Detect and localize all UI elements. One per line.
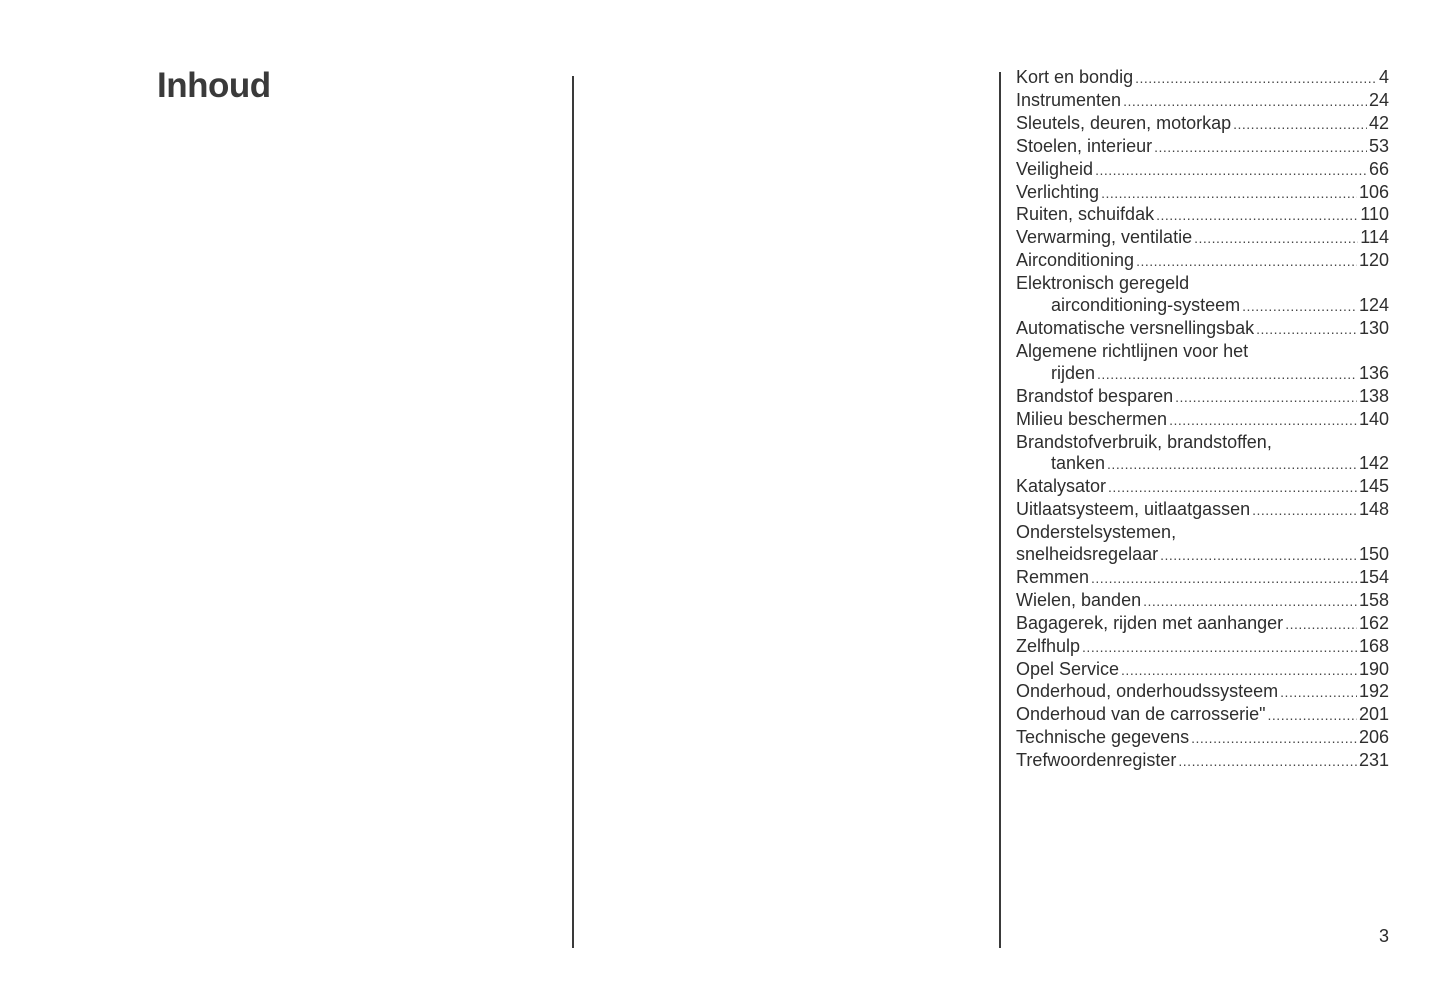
toc-entry-title: Milieu beschermen <box>1016 408 1168 429</box>
toc-entry-line <box>1016 250 1389 273</box>
toc-entry <box>1016 659 1389 682</box>
toc-dot-leader <box>1143 591 1357 613</box>
toc-entry-page: 154 <box>1358 566 1389 587</box>
toc-entry-line <box>1016 636 1389 659</box>
toc-dot-leader <box>1121 660 1357 682</box>
toc-entry-page: 190 <box>1358 658 1389 679</box>
toc-dot-leader <box>1101 183 1357 205</box>
toc-entry-line <box>1016 227 1389 250</box>
toc-entry-title-line: Onderstelsystemen, <box>1016 522 1177 543</box>
toc-entry-line <box>1016 409 1389 432</box>
toc-dot-leader <box>1135 68 1377 90</box>
toc-dot-leader <box>1178 751 1357 773</box>
toc-dot-leader <box>1191 728 1357 750</box>
toc-entry <box>1016 182 1389 205</box>
toc-entry <box>1016 522 1389 567</box>
toc-entry <box>1016 250 1389 273</box>
toc-entry <box>1016 341 1389 386</box>
toc-entry-title: rijden <box>1051 362 1096 383</box>
toc-dot-leader <box>1097 364 1357 386</box>
page-title: Inhoud <box>157 66 271 105</box>
toc-entry-title-line: Brandstofverbruik, brandstoffen, <box>1016 431 1272 452</box>
toc-entry-page: 192 <box>1358 681 1389 702</box>
toc-entry-page: 168 <box>1358 635 1389 656</box>
toc-entry-line <box>1016 90 1389 113</box>
column-divider-left <box>572 76 574 948</box>
toc-entry-line <box>1016 544 1389 567</box>
toc-entry <box>1016 136 1389 159</box>
toc-entry <box>1016 90 1389 113</box>
toc-entry-title: Sleutels, deuren, motorkap <box>1016 112 1232 133</box>
toc-entry <box>1016 636 1389 659</box>
toc-dot-leader <box>1108 477 1357 499</box>
toc-entry-line <box>1016 727 1389 750</box>
toc-entry <box>1016 67 1389 90</box>
toc-entry-page: 138 <box>1358 385 1389 406</box>
toc-entry <box>1016 113 1389 136</box>
toc-dot-leader <box>1123 91 1367 113</box>
toc-entry-line <box>1016 453 1389 476</box>
toc-entry <box>1016 386 1389 409</box>
toc-entry <box>1016 476 1389 499</box>
toc-entry-page: 4 <box>1378 67 1389 87</box>
toc-entry-line <box>1016 476 1389 499</box>
toc-entry <box>1016 727 1389 750</box>
page-number: 3 <box>1379 926 1390 946</box>
toc-dot-leader <box>1285 614 1357 636</box>
toc-entry-page: 145 <box>1358 476 1389 497</box>
toc-entry-title: snelheidsregelaar <box>1016 544 1159 565</box>
toc-entry-title: Katalysator <box>1016 476 1107 497</box>
toc-entry-title: Verwarming, ventilatie <box>1016 227 1193 248</box>
toc-entry-line <box>1016 590 1389 613</box>
toc-entry <box>1016 227 1389 250</box>
toc-entry <box>1016 409 1389 432</box>
toc-dot-leader <box>1095 160 1367 182</box>
toc-entry-title: Stoelen, interieur <box>1016 135 1153 156</box>
toc-entry-page: 206 <box>1358 727 1389 748</box>
toc-entry-line <box>1016 113 1389 136</box>
toc-entry-line <box>1016 386 1389 409</box>
toc-dot-leader <box>1107 454 1357 476</box>
toc-entry-title: Opel Service <box>1016 658 1120 679</box>
toc-entry-title: Bagagerek, rijden met aanhanger <box>1016 612 1284 633</box>
toc-entry-title: Airconditioning <box>1016 250 1135 271</box>
toc-entry-title: Automatische versnellingsbak <box>1016 317 1255 338</box>
toc-entry <box>1016 681 1389 704</box>
toc-entry <box>1016 499 1389 522</box>
toc-entry-line <box>1016 659 1389 682</box>
toc-entry <box>1016 273 1389 318</box>
toc-entry-line <box>1016 67 1389 90</box>
toc-dot-leader <box>1280 682 1357 704</box>
toc-entry-title: Remmen <box>1016 566 1090 587</box>
toc-dot-leader <box>1154 137 1367 159</box>
toc-entry-page: 24 <box>1368 89 1389 110</box>
column-divider-right <box>999 72 1001 948</box>
toc-entry <box>1016 159 1389 182</box>
toc-entry-line <box>1016 704 1389 727</box>
toc-entry-page: 110 <box>1360 204 1389 225</box>
toc-entry-page: 140 <box>1358 408 1389 429</box>
toc-entry-line <box>1016 613 1389 636</box>
toc-dot-leader <box>1233 114 1367 136</box>
toc-entry-page: 130 <box>1358 317 1389 338</box>
toc-entry <box>1016 432 1389 477</box>
toc-entry-title: Technische gegevens <box>1016 727 1190 748</box>
toc-dot-leader <box>1256 319 1357 341</box>
toc-entry <box>1016 590 1389 613</box>
toc-entry-title: Zelfhulp <box>1016 635 1081 656</box>
toc-dot-leader <box>1136 251 1357 273</box>
toc-entry-line <box>1016 318 1389 341</box>
toc-entry-line <box>1016 295 1389 318</box>
toc-entry-line <box>1016 363 1389 386</box>
toc-entry-title: Uitlaatsysteem, uitlaatgassen <box>1016 499 1251 520</box>
toc-dot-leader <box>1175 387 1357 409</box>
toc-entry-line <box>1016 159 1389 182</box>
toc-entry-line <box>1016 681 1389 704</box>
toc-dot-leader <box>1169 410 1357 432</box>
toc-entry-page: 114 <box>1360 227 1389 248</box>
toc-entry-page: 148 <box>1358 499 1389 520</box>
toc-entry <box>1016 318 1389 341</box>
toc-dot-leader <box>1156 205 1358 227</box>
toc-entry <box>1016 750 1389 773</box>
toc-entry-page: 53 <box>1368 135 1389 156</box>
toc-dot-leader <box>1160 545 1357 567</box>
toc-entry-page: 124 <box>1358 295 1389 316</box>
toc-entry <box>1016 567 1389 590</box>
toc-entry-line <box>1016 136 1389 159</box>
toc-entry-title: Kort en bondig <box>1016 67 1134 87</box>
toc-entry-title: Trefwoordenregister <box>1016 750 1177 771</box>
toc-dot-leader <box>1194 228 1358 250</box>
toc-entry-line <box>1016 182 1389 205</box>
toc-entry-line <box>1016 204 1389 227</box>
toc-entry-page: 162 <box>1358 612 1389 633</box>
toc-entry-title: Instrumenten <box>1016 89 1122 110</box>
toc-dot-leader <box>1252 500 1357 522</box>
toc-entry <box>1016 613 1389 636</box>
toc-entry-line <box>1016 750 1389 773</box>
toc-entry-title: airconditioning-systeem <box>1051 295 1241 316</box>
toc-entry-title-line: Algemene richtlijnen voor het <box>1016 340 1249 361</box>
toc-entry-page: 106 <box>1358 181 1389 202</box>
toc-entry-page: 231 <box>1358 750 1389 771</box>
toc-entry-page: 120 <box>1358 250 1389 271</box>
toc-entry-page: 142 <box>1358 453 1389 474</box>
toc-dot-leader <box>1242 296 1357 318</box>
toc-entry-line <box>1016 567 1389 590</box>
toc-entry-page: 42 <box>1368 112 1389 133</box>
toc-dot-leader <box>1268 705 1357 727</box>
toc-entry-title-line: Elektronisch geregeld <box>1016 273 1190 294</box>
toc-entry-page: 150 <box>1358 544 1389 565</box>
toc-entry-line <box>1016 499 1389 522</box>
toc-entry-page: 66 <box>1368 158 1389 179</box>
toc-dot-leader <box>1082 637 1357 659</box>
toc-entry <box>1016 204 1389 227</box>
toc-entry-title: Wielen, banden <box>1016 589 1142 610</box>
toc-entry-title: Ruiten, schuifdak <box>1016 204 1155 225</box>
toc-entry-title: Brandstof besparen <box>1016 385 1174 406</box>
toc-entry-title: Veiligheid <box>1016 158 1094 179</box>
toc-entry-page: 201 <box>1358 704 1389 725</box>
toc-entry <box>1016 704 1389 727</box>
toc-entry-title: Onderhoud van de carrosserie" <box>1016 704 1266 725</box>
toc-entry-title: tanken <box>1051 453 1106 474</box>
toc-dot-leader <box>1091 568 1357 590</box>
toc-entry-title: Verlichting <box>1016 181 1100 202</box>
table-of-contents <box>1016 67 1389 773</box>
toc-entry-title: Onderhoud, onderhoudssysteem <box>1016 681 1279 702</box>
toc-entry-page: 136 <box>1358 362 1389 383</box>
toc-entry-page: 158 <box>1358 589 1389 610</box>
